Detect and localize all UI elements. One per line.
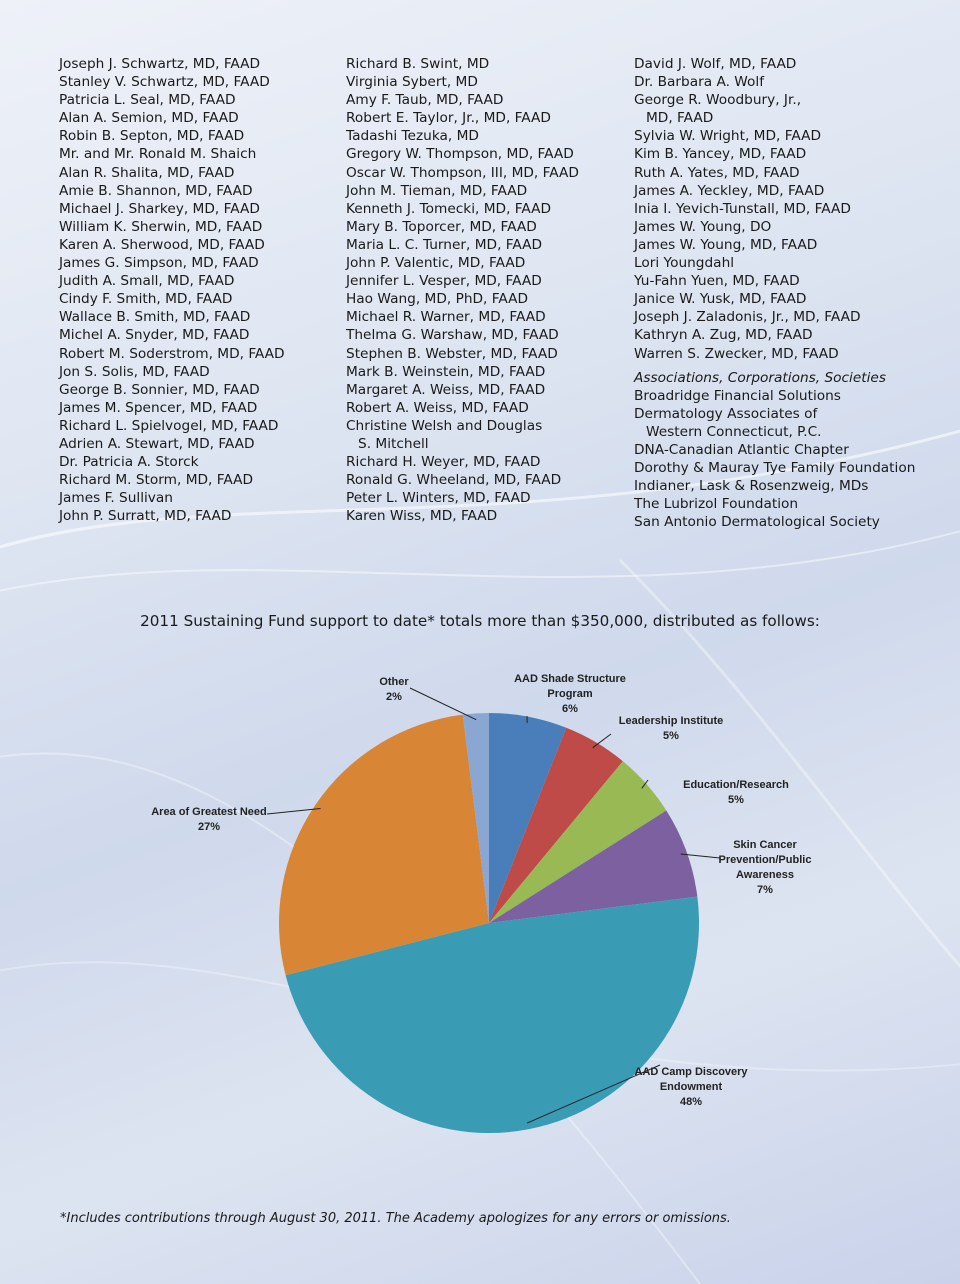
donor-name: Joseph J. Schwartz, MD, FAAD (59, 56, 261, 72)
donor-name: Tadashi Tezuka, MD (346, 128, 479, 145)
donor-name: Kenneth J. Tomecki, MD, FAAD (346, 200, 552, 217)
donor-name: Alan A. Semion, MD, FAAD (59, 110, 239, 127)
donor-name: Ruth A. Yates, MD, FAAD (634, 164, 800, 181)
section-heading: Associations, Corporations, Societies (634, 369, 886, 386)
donor-name: Yu-Fahn Yuen, MD, FAAD (634, 273, 800, 290)
donor-name: Broadridge Financial Solutions (634, 387, 841, 404)
slice-label: AAD Camp Discovery (634, 1066, 748, 1078)
donor-name: Inia I. Yevich-Tunstall, MD, FAAD (634, 200, 851, 217)
donor-name: Patricia L. Seal, MD, FAAD (59, 92, 236, 109)
donor-column-2 (346, 55, 646, 525)
donor-name: Hao Wang, MD, PhD, FAAD (346, 291, 528, 308)
slice-label: Area of Greatest Need (151, 806, 267, 818)
donor-name: San Antonio Dermatological Society (634, 514, 880, 531)
donor-name: John P. Valentic, MD, FAAD (346, 255, 526, 272)
donor-name: Karen Wiss, MD, FAAD (346, 508, 498, 525)
donor-name: Amie B. Shannon, MD, FAAD (59, 182, 253, 199)
donor-name: Thelma G. Warshaw, MD, FAAD (346, 327, 559, 344)
donor-column-1 (59, 55, 359, 525)
footnote: *Includes contributions through August 30, 2011. The Academy apologizes for any errors or omissions. (60, 1211, 731, 1226)
donor-name: The Lubrizol Foundation (634, 496, 799, 513)
donor-name: Amy F. Taub, MD, FAAD (346, 92, 504, 109)
donor-name: Warren S. Zwecker, MD, FAAD (634, 345, 839, 362)
slice-label: Awareness (736, 869, 794, 881)
slice-label: Endowment (659, 1081, 723, 1093)
slice-label: 5% (728, 794, 744, 806)
slice-label: Other (379, 676, 409, 688)
donor-name: George R. Woodbury, Jr., (634, 92, 802, 109)
donor-name: Margaret A. Weiss, MD, FAAD (346, 381, 546, 398)
donor-name: Christine Welsh and Douglas (346, 417, 543, 434)
slice-label: Education/Research (683, 779, 789, 791)
donor-name: Virginia Sybert, MD (346, 74, 478, 91)
donor-name: James F. Sullivan (59, 490, 173, 507)
donor-name: Lori Youngdahl (634, 255, 735, 272)
donor-name: James G. Simpson, MD, FAAD (59, 255, 259, 272)
donor-name: William K. Sherwin, MD, FAAD (59, 218, 263, 235)
donor-name: Richard B. Swint, MD (346, 56, 490, 72)
slice-leader-line (410, 688, 476, 720)
donor-name: Kathryn A. Zug, MD, FAAD (634, 327, 813, 344)
donor-name: Dermatology Associates of (634, 405, 818, 422)
donor-name: Ronald G. Wheeland, MD, FAAD (346, 472, 562, 489)
donor-name: Maria L. C. Turner, MD, FAAD (346, 236, 543, 253)
slice-leader-line (593, 734, 611, 748)
donor-name: James M. Spencer, MD, FAAD (59, 399, 258, 416)
donor-name: Sylvia W. Wright, MD, FAAD (634, 128, 821, 145)
slice-label: 27% (197, 821, 221, 833)
donor-name: Robin B. Septon, MD, FAAD (59, 128, 245, 145)
donor-name: Cindy F. Smith, MD, FAAD (59, 291, 233, 308)
donor-name: Mr. and Mr. Ronald M. Shaich (59, 146, 257, 163)
donor-name: Michael R. Warner, MD, FAAD (346, 309, 546, 326)
donor-name: Mary B. Toporcer, MD, FAAD (346, 218, 537, 235)
donor-name: Peter L. Winters, MD, FAAD (346, 490, 531, 507)
slice-label: 7% (757, 884, 773, 896)
donor-name: David J. Wolf, MD, FAAD (634, 56, 797, 72)
donor-name: Stanley V. Schwartz, MD, FAAD (59, 74, 270, 91)
donor-name: Jennifer L. Vesper, MD, FAAD (346, 273, 542, 290)
donor-name: Dr. Barbara A. Wolf (634, 74, 765, 91)
donor-name: Robert E. Taylor, Jr., MD, FAAD (346, 110, 551, 127)
donor-columns (0, 55, 960, 535)
slice-label: Prevention/Public (718, 854, 812, 866)
donor-name: Stephen B. Webster, MD, FAAD (346, 345, 558, 362)
donor-name: Mark B. Weinstein, MD, FAAD (346, 363, 546, 380)
donor-name: Joseph J. Zaladonis, Jr., MD, FAAD (634, 309, 861, 326)
donor-name: S. Mitchell (358, 435, 429, 452)
donor-name: Oscar W. Thompson, III, MD, FAAD (346, 164, 579, 181)
donor-name: James W. Young, MD, FAAD (634, 236, 818, 253)
donor-name: MD, FAAD (646, 110, 714, 127)
donor-name: James A. Yeckley, MD, FAAD (634, 182, 825, 199)
donor-name: Dorothy & Mauray Tye Family Foundation (634, 460, 916, 477)
slice-label: 6% (562, 703, 578, 715)
donor-name: DNA-Canadian Atlantic Chapter (634, 441, 849, 458)
donor-name: Richard L. Spielvogel, MD, FAAD (59, 417, 279, 434)
donor-name: Richard H. Weyer, MD, FAAD (346, 454, 541, 471)
donor-name: Dr. Patricia A. Storck (59, 454, 199, 471)
donor-name: Western Connecticut, P.C. (646, 423, 822, 440)
donor-name: Indianer, Lask & Rosenzweig, MDs (634, 478, 869, 495)
donor-name: Adrien A. Stewart, MD, FAAD (59, 435, 255, 452)
donor-name: Michel A. Snyder, MD, FAAD (59, 327, 250, 344)
slice-label: AAD Shade Structure (514, 673, 626, 685)
donor-name: John M. Tieman, MD, FAAD (346, 182, 528, 199)
donor-name: Kim B. Yancey, MD, FAAD (634, 146, 807, 163)
slice-label: 5% (663, 730, 679, 742)
donor-name: Judith A. Small, MD, FAAD (59, 273, 235, 290)
donor-name: Janice W. Yusk, MD, FAAD (634, 291, 807, 308)
donor-name: Jon S. Solis, MD, FAAD (59, 363, 210, 380)
donor-name: Michael J. Sharkey, MD, FAAD (59, 200, 260, 217)
donor-name: James W. Young, DO (634, 218, 772, 235)
donor-name: John P. Surratt, MD, FAAD (59, 508, 232, 525)
fund-distribution-pie-chart (0, 660, 960, 1150)
donor-name: George B. Sonnier, MD, FAAD (59, 381, 260, 398)
donor-name: Alan R. Shalita, MD, FAAD (59, 164, 235, 181)
donor-column-3 (634, 55, 934, 531)
slice-label: 2% (386, 691, 402, 703)
slice-label: 48% (679, 1096, 703, 1108)
donor-name: Robert M. Soderstrom, MD, FAAD (59, 345, 285, 362)
slice-label: Skin Cancer (733, 839, 797, 851)
donor-name: Wallace B. Smith, MD, FAAD (59, 309, 251, 326)
slice-label: Program (547, 688, 593, 700)
fund-headline: 2011 Sustaining Fund support to date* totals more than $350,000, distributed as follows: (140, 612, 820, 630)
slice-label: Leadership Institute (618, 715, 724, 727)
donor-name: Richard M. Storm, MD, FAAD (59, 472, 254, 489)
donor-name: Karen A. Sherwood, MD, FAAD (59, 236, 265, 253)
donor-name: Robert A. Weiss, MD, FAAD (346, 399, 529, 416)
donor-name: Gregory W. Thompson, MD, FAAD (346, 146, 574, 163)
